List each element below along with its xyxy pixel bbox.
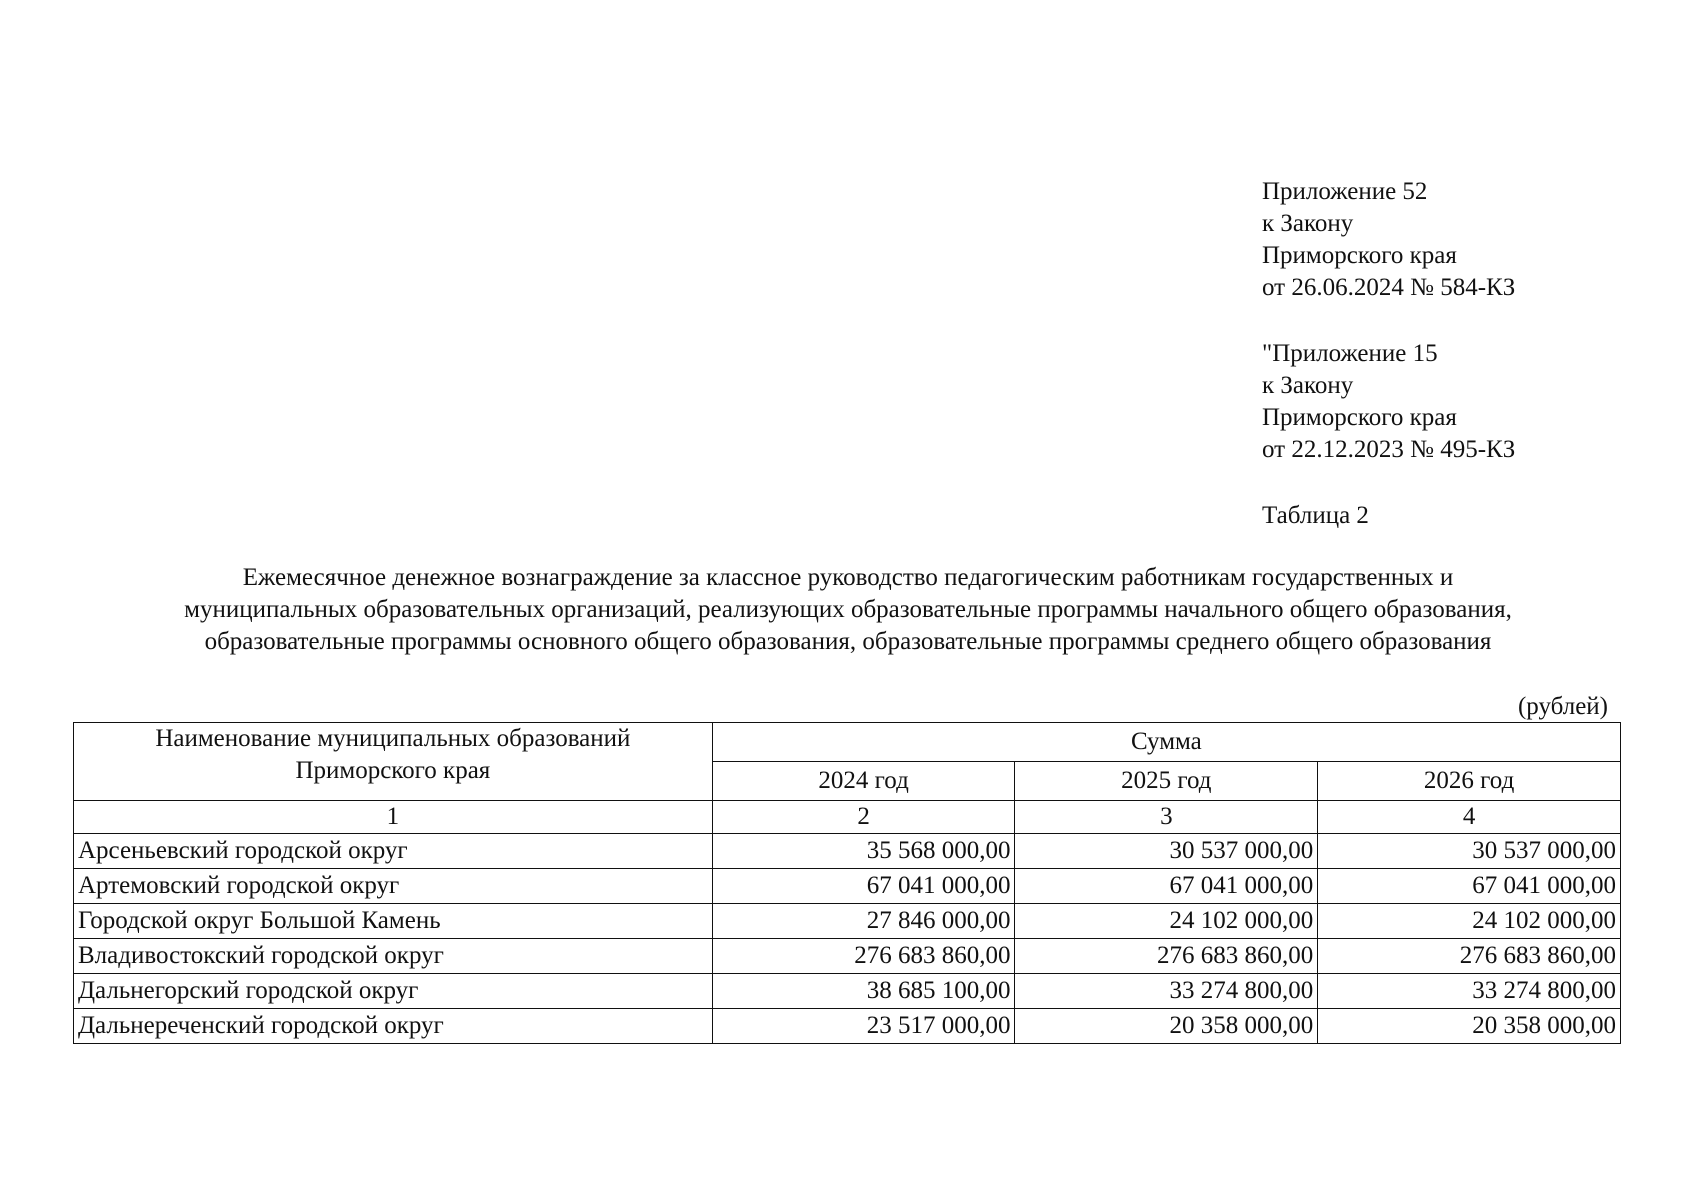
municipality-name: Владивостокский городской округ	[74, 939, 713, 974]
annex-original-line: от 22.12.2023 № 495-КЗ	[1262, 436, 1516, 463]
table-row	[74, 869, 1621, 904]
table-heading	[60, 562, 1636, 658]
amount-2025: 276 683 860,00	[1015, 939, 1318, 974]
municipality-name: Артемовский городской округ	[74, 869, 713, 904]
amount-2024: 67 041 000,00	[712, 869, 1015, 904]
annex-original-block	[1262, 338, 1515, 466]
municipality-name: Городской округ Большой Камень	[74, 904, 713, 939]
amount-2025: 24 102 000,00	[1015, 904, 1318, 939]
column-number-row	[74, 801, 1621, 834]
annex-current-line: Приморского края	[1262, 242, 1457, 269]
heading-line: образовательные программы основного общего образования, образовательные программы среднего общего образования	[204, 628, 1492, 655]
header-municipality-line: Приморского края	[295, 757, 491, 784]
amount-2024: 35 568 000,00	[712, 834, 1015, 869]
amount-2025: 67 041 000,00	[1015, 869, 1318, 904]
annex-original-line: к Закону	[1262, 372, 1354, 399]
amount-2024: 27 846 000,00	[712, 904, 1015, 939]
heading-line: муниципальных образовательных организаций, реализующих образовательные программы начального общего образования,	[184, 596, 1512, 623]
units-label: (рублей)	[1517, 693, 1608, 720]
header-year-2026: 2026 год	[1318, 762, 1621, 801]
header-year-2025: 2025 год	[1015, 762, 1318, 801]
annex-original-line: Приморского края	[1262, 404, 1457, 431]
amount-2026: 20 358 000,00	[1318, 1009, 1621, 1044]
municipality-name: Арсеньевский городской округ	[74, 834, 713, 869]
column-number: 4	[1318, 801, 1621, 834]
column-number: 2	[712, 801, 1015, 834]
municipality-name: Дальнегорский городской округ	[74, 974, 713, 1009]
annex-current-line: к Закону	[1262, 210, 1354, 237]
column-number: 1	[74, 801, 713, 834]
amount-2026: 30 537 000,00	[1318, 834, 1621, 869]
table-row	[74, 939, 1621, 974]
table-row	[74, 1009, 1621, 1044]
table-row	[74, 904, 1621, 939]
amount-2025: 33 274 800,00	[1015, 974, 1318, 1009]
annex-current-line: от 26.06.2024 № 584-КЗ	[1262, 274, 1516, 301]
header-municipality-line: Наименование муниципальных образований	[155, 725, 631, 752]
amount-2026: 24 102 000,00	[1318, 904, 1621, 939]
municipality-name: Дальнереченский городской округ	[74, 1009, 713, 1044]
amount-2024: 38 685 100,00	[712, 974, 1015, 1009]
heading-line: Ежемесячное денежное вознаграждение за классное руководство педагогическим работникам государственных и	[242, 564, 1454, 591]
annex-current-block	[1262, 176, 1515, 304]
budget-table	[73, 722, 1621, 1044]
table-row	[74, 834, 1621, 869]
amount-2025: 20 358 000,00	[1015, 1009, 1318, 1044]
amount-2026: 276 683 860,00	[1318, 939, 1621, 974]
amount-2026: 67 041 000,00	[1318, 869, 1621, 904]
amount-2024: 23 517 000,00	[712, 1009, 1015, 1044]
table-row	[74, 974, 1621, 1009]
table-label: Таблица 2	[1262, 502, 1369, 529]
annex-original-line: "Приложение 15	[1262, 340, 1438, 367]
header-year-2024: 2024 год	[712, 762, 1015, 801]
column-number: 3	[1015, 801, 1318, 834]
header-municipality	[74, 723, 713, 801]
amount-2026: 33 274 800,00	[1318, 974, 1621, 1009]
annex-current-line: Приложение 52	[1262, 178, 1428, 205]
amount-2025: 30 537 000,00	[1015, 834, 1318, 869]
amount-2024: 276 683 860,00	[712, 939, 1015, 974]
header-sum: Сумма	[712, 723, 1620, 762]
